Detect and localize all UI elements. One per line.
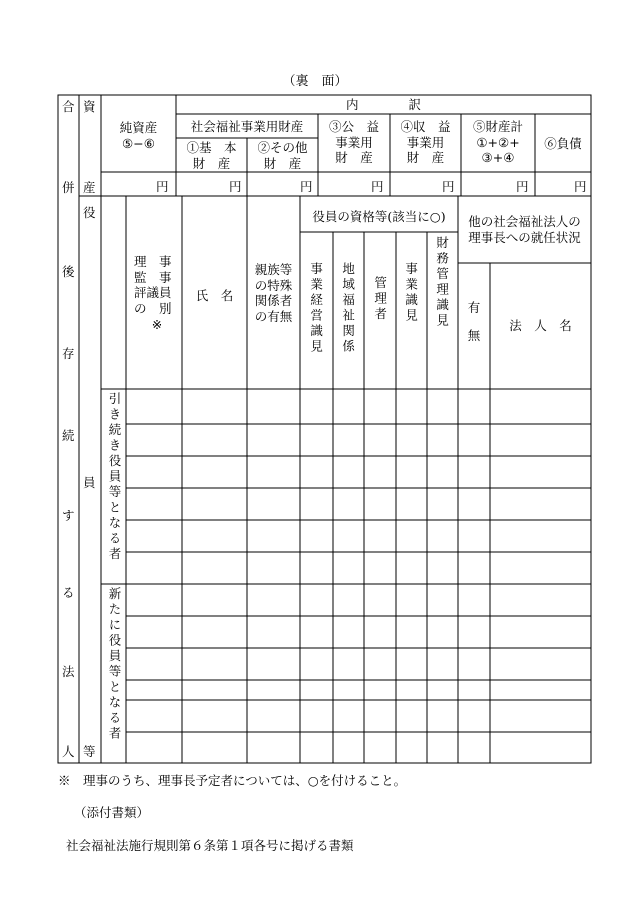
revenue-property-label: ④収 益 事業用 財 産 [400, 119, 451, 166]
name-header: 氏 名 [195, 288, 234, 303]
public-interest-property-label: ③公 益 事業用 財 産 [328, 119, 379, 166]
page-heading: （裏 面） [282, 74, 348, 89]
footnote: ※ 理事のうち、理事長予定者については、○を付けること。 [58, 773, 407, 788]
breakdown-label: 内 訳 [345, 97, 421, 112]
merged-label-4: 存 [62, 346, 75, 361]
property-total-label: ⑤財産計 ①+②+ ③+④ [472, 119, 523, 166]
assets-label-2: 産 [83, 180, 96, 195]
attachments-title: （添付書類） [74, 805, 150, 820]
qualification-local: 地域福祉関係 [340, 262, 356, 355]
corp-name-header: 法 人 名 [509, 318, 572, 333]
merged-label-2: 併 [62, 180, 75, 195]
welfare-property-label: 社会福祉事業用財産 [190, 119, 304, 134]
yen-unit-net: 円 [156, 179, 169, 194]
officers-label-2: 員 [83, 475, 96, 490]
yen-unit-revenue: 円 [442, 179, 455, 194]
basic-property-label: ①基 本 財 産 [186, 140, 237, 171]
merged-label-6: す [62, 508, 75, 523]
qualification-header: 役員の資格等(該当に○) [312, 209, 446, 224]
role-header: 理 事 監 事 評議員 の 別 ※ [134, 254, 172, 332]
presence-header: 有 無 [467, 300, 481, 343]
merged-label-9: 人 [62, 744, 75, 759]
officers-label-3: 等 [83, 744, 96, 759]
qualification-finance: 財務管理識見 [434, 236, 450, 329]
new-officers-label: 新たに役員等となる者 [107, 587, 122, 742]
merged-label-1: 合 [62, 99, 75, 114]
yen-unit-public: 円 [371, 179, 384, 194]
relative-header: 親族等 の特殊 関係者 の有無 [254, 262, 293, 324]
qualification-business: 事業経営識見 [308, 262, 324, 355]
other-property-label: ②その他 財 産 [257, 140, 308, 171]
merged-label-7: る [62, 585, 75, 600]
qualification-manager: 管理者 [372, 276, 388, 323]
qualification-expert: 事業識見 [403, 262, 419, 324]
yen-unit-liabilities: 円 [574, 179, 587, 194]
officers-label-1: 役 [83, 205, 96, 220]
continuing-officers-label: 引き続き役員等となる者 [107, 392, 122, 563]
liabilities-label: ⑥負債 [544, 136, 582, 151]
attachments-body: 社会福祉法施行規則第６条第１項各号に掲げる書類 [66, 838, 354, 853]
yen-unit-other: 円 [300, 179, 313, 194]
assets-label-1: 資 [83, 99, 96, 114]
yen-unit-total: 円 [516, 179, 529, 194]
net-assets-label: 純資産 ⑤−⑥ [119, 120, 158, 151]
merged-label-8: 法 [62, 664, 75, 679]
merged-label-5: 続 [62, 428, 75, 443]
merged-label-3: 後 [62, 264, 75, 279]
yen-unit-basic: 円 [229, 179, 242, 194]
other-corp-header: 他の社会福祉法人の 理事長への就任状況 [468, 214, 581, 245]
